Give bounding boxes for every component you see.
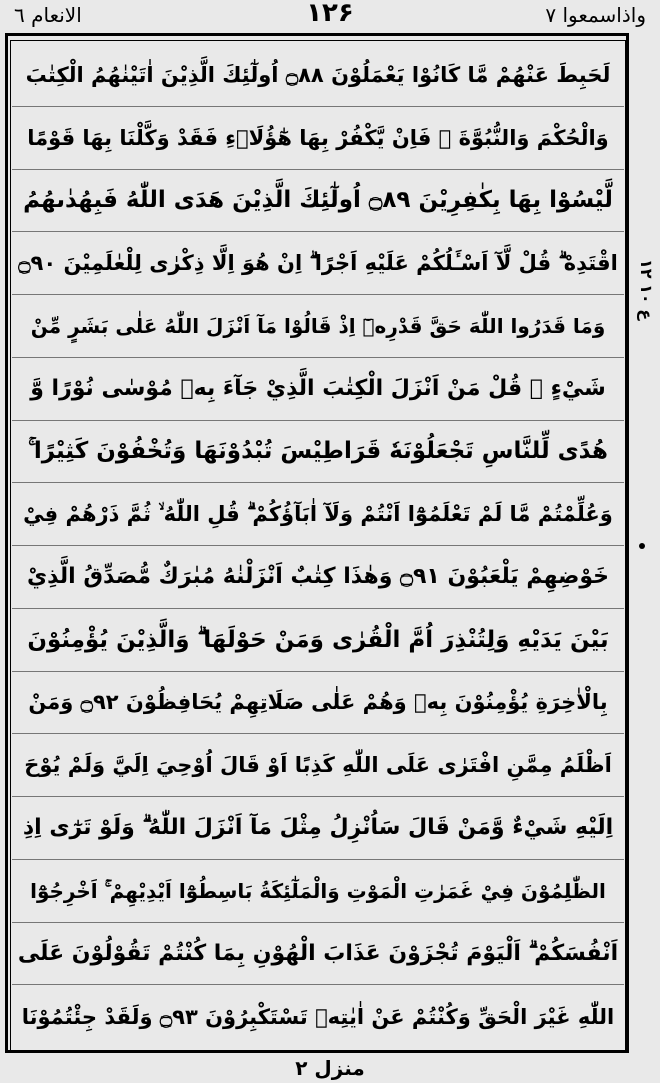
verse-line: وَعُلِّمْتُمْ مَّا لَمْ تَعْلَمُوْٓا اَنْتُمْ وَلَآ اٰبَآؤُكُمْ ۗ قُلِ اللّٰهُ ۙ ثُمَّ ذَرْهُمْ فِيْ (12, 483, 624, 546)
verse-line: بَيْنَ يَدَيْهِ وَلِتُنْذِرَ اُمَّ الْقُرٰى وَمَنْ حَوْلَهَا ۗ وَالَّذِيْنَ يُؤْمِنُوْنَ (12, 609, 624, 672)
verse-line: اللّٰهِ غَيْرَ الْحَقِّ وَكُنْتُمْ عَنْ اٰيٰتِهٖ تَسْتَكْبِرُوْنَ ۝۹۳ وَلَقَدْ جِئْتُمُوْنَا (21, 1004, 615, 1029)
verse-line: وَمَا قَدَرُوا اللّٰهَ حَقَّ قَدْرِهٖٓ اِذْ قَالُوْا مَآ اَنْزَلَ اللّٰهُ عَلٰى بَشَرٍ مِّنْ (12, 295, 624, 358)
verse-line: هُدًى لِّلنَّاسِ تَجْعَلُوْنَهٗ قَرَاطِيْسَ تُبْدُوْنَهَا وَتُخْفُوْنَ كَثِيْرًا ۚ (12, 421, 624, 484)
verse-line: اَنْفُسَكُمْ ۗ اَلْيَوْمَ تُجْزَوْنَ عَذَابَ الْهُوْنِ بِمَا كُنْتُمْ تَقُوْلُوْنَ عَلَى (12, 923, 624, 986)
verse-line: اِلَيْهِ شَيْءٌ وَّمَنْ قَالَ سَاُنْزِلُ مِثْلَ مَآ اَنْزَلَ اللّٰهُ ۗ وَلَوْ تَرٰٓى اِذِ (12, 797, 624, 860)
ruku-marker: ع ۱٠ ۱٢ (637, 259, 656, 321)
surah-name: الانعام ٦ (14, 3, 82, 27)
manzil-footer: منزل ٢ (295, 1056, 365, 1080)
verse-line: وَالْحُكْمَ وَالنُّبُوَّةَ ۚ فَاِنْ يَّكْفُرْ بِهَا هٰٓؤُلَاۤءِ فَقَدْ وَكَّلْنَا بِهَا قَوْمًا (12, 107, 624, 170)
verse-line: اقْتَدِهْ ۗ قُلْ لَّآ اَسْـَٔلُكُمْ عَلَيْهِ اَجْرًا ۗ اِنْ هُوَ اِلَّا ذِكْرٰى لِلْعٰلَمِيْنَ ۝۹۰ (12, 232, 624, 295)
verse-line: بِالْاٰخِرَةِ يُؤْمِنُوْنَ بِهٖ وَهُمْ عَلٰى صَلَاتِهِمْ يُحَافِظُوْنَ ۝۹۲ وَمَنْ (12, 672, 624, 735)
page-number: ۱۲۶ (306, 0, 354, 28)
verse-line: الظّٰلِمُوْنَ فِيْ غَمَرٰتِ الْمَوْتِ وَالْمَلٰٓئِكَةُ بَاسِطُوْٓا اَيْدِيْهِمْ ۚ اَخْرِجُوْٓا (12, 860, 624, 923)
verse-line: اَظْلَمُ مِمَّنِ افْتَرٰى عَلَى اللّٰهِ كَذِبًا اَوْ قَالَ اُوْحِيَ اِلَيَّ وَلَمْ يُوْحَ (12, 734, 624, 797)
verse-line: شَيْءٍ ۗ قُلْ مَنْ اَنْزَلَ الْكِتٰبَ الَّذِيْ جَآءَ بِهٖ مُوْسٰى نُوْرًا وَّ (12, 358, 624, 421)
margin-dot (639, 543, 645, 549)
verse-lines (12, 44, 624, 1048)
verse-line: لَّيْسُوْا بِهَا بِكٰفِرِيْنَ ۝۸۹ اُولٰٓئِكَ الَّذِيْنَ هَدَى اللّٰهُ فَبِهُدٰىهُمُ (12, 170, 624, 233)
verse-line: خَوْضِهِمْ يَلْعَبُوْنَ ۝۹۱ وَهٰذَا كِتٰبٌ اَنْزَلْنٰهُ مُبٰرَكٌ مُّصَدِّقُ الَّذِيْ (12, 546, 624, 609)
verse-line: لَحَبِطَ عَنْهُمْ مَّا كَانُوْا يَعْمَلُوْنَ ۝۸۸ اُولٰٓئِكَ الَّذِيْنَ اٰتَيْنٰهُمُ الْكِتٰبَ (12, 44, 624, 107)
juz-name: واذاسمعوا ۷ (545, 3, 646, 27)
page-header (0, 0, 660, 30)
